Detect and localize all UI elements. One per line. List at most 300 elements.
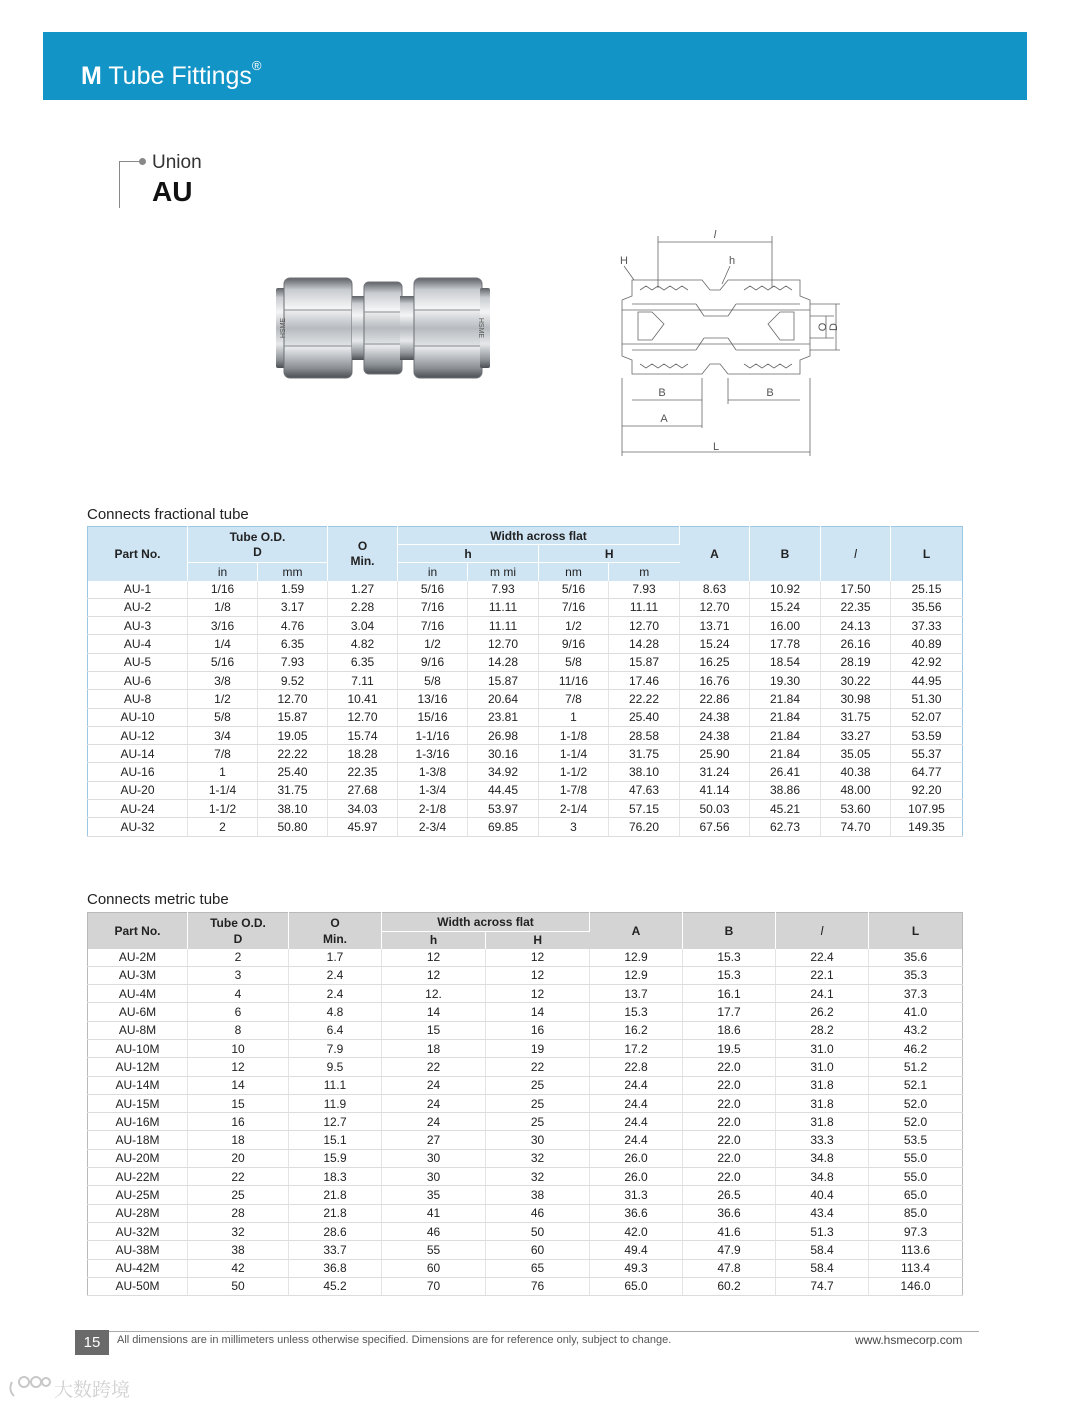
metric-cell: 22.0 [683,1094,776,1112]
fractional-cell: 22.86 [680,690,750,708]
metric-cell: 55.0 [869,1149,963,1167]
fractional-cell: 21.84 [750,708,821,726]
metric-cell: 6 [188,1003,289,1021]
metric-cell: 43.4 [776,1204,869,1222]
fractional-row [88,708,963,726]
metric-row [88,1259,963,1277]
metric-header-tube-od: Tube O.D. D [188,913,289,949]
fractional-cell: 1 [539,708,609,726]
fractional-cell: 1 [188,763,258,781]
fractional-cell: 19.30 [750,671,821,689]
metric-cell: AU-12M [88,1058,188,1076]
metric-cell: 8 [188,1021,289,1039]
fractional-cell: 11.11 [609,598,680,616]
metric-cell: 30 [486,1131,590,1149]
title-text: Tube Fittings [108,62,252,90]
fractional-cell: AU-1 [88,581,188,599]
watermark-text: 大数跨境 [54,1379,131,1401]
fractional-cell: 1-7/8 [539,781,609,799]
fractional-cell: 7/8 [188,745,258,763]
fractional-cell: 37.33 [891,617,963,635]
metric-cell: 18.6 [683,1021,776,1039]
fractional-cell: 7/16 [398,617,468,635]
metric-cell: 24.4 [590,1131,683,1149]
unit-mm: mm [258,563,328,581]
metric-cell: 40.4 [776,1186,869,1204]
metric-cell: 65.0 [590,1277,683,1295]
metric-cell: 50 [486,1222,590,1240]
fractional-cell: 67.56 [680,818,750,836]
fractional-cell: 34.92 [468,763,539,781]
metric-cell: AU-2M [88,949,188,967]
metric-cell: 52.0 [869,1113,963,1131]
metric-table [87,912,963,1296]
section-label: Union [152,152,202,173]
metric-cell: 12 [486,949,590,967]
fractional-cell: 1/4 [188,635,258,653]
fractional-cell: 5/16 [188,653,258,671]
metric-cell: 24.4 [590,1113,683,1131]
fractional-cell: 13.71 [680,617,750,635]
metric-row [88,1113,963,1131]
fractional-cell: 24.13 [821,617,891,635]
fractional-cell: 1/2 [188,690,258,708]
metric-cell: 31.3 [590,1186,683,1204]
metric-cell: 28.2 [776,1021,869,1039]
fractional-cell: 25.40 [609,708,680,726]
fractional-cell: 55.37 [891,745,963,763]
fractional-cell: 1/16 [188,581,258,599]
metric-cell: 4.8 [289,1003,382,1021]
metric-cell: 15 [188,1094,289,1112]
metric-cell: 1.7 [289,949,382,967]
fractional-cell: 26.41 [750,763,821,781]
metric-cell: 26.5 [683,1186,776,1204]
metric-cell: 46 [486,1204,590,1222]
metric-cell: 19.5 [683,1039,776,1057]
metric-row [88,1168,963,1186]
footer-divider [109,1331,979,1332]
fractional-cell: AU-16 [88,763,188,781]
metric-cell: AU-6M [88,1003,188,1021]
metric-row [88,1149,963,1167]
fractional-cell: 45.97 [328,818,398,836]
metric-row [88,1241,963,1259]
metric-cell: 15.3 [683,966,776,984]
fractional-cell: 25.15 [891,581,963,599]
metric-cell: 31.8 [776,1094,869,1112]
fractional-cell: 7/16 [539,598,609,616]
metric-cell: AU-15M [88,1094,188,1112]
metric-cell: AU-22M [88,1168,188,1186]
fractional-cell: 44.45 [468,781,539,799]
metric-cell: 53.5 [869,1131,963,1149]
fractional-cell: 41.14 [680,781,750,799]
fractional-cell: 31.75 [821,708,891,726]
metric-cell: 22.0 [683,1149,776,1167]
metric-cell: 65 [486,1259,590,1277]
fractional-cell: 7.93 [609,581,680,599]
header-width-across-flat: Width across flat [398,527,680,545]
metric-cell: AU-42M [88,1259,188,1277]
metric-cell: 12 [188,1058,289,1076]
fractional-cell: 30.22 [821,671,891,689]
metric-cell: 2.4 [289,985,382,1003]
label-D: D [828,323,840,331]
metric-cell: 46 [382,1222,486,1240]
fractional-cell: 27.68 [328,781,398,799]
fractional-row [88,653,963,671]
metric-cell: 22.8 [590,1058,683,1076]
fractional-row [88,745,963,763]
footer-note: All dimensions are in millimeters unless otherwise specified. Dimensions are for reference only, subject to change. [117,1334,672,1346]
fractional-cell: 14.28 [609,635,680,653]
metric-cell: 97.3 [869,1222,963,1240]
fractional-cell: 22.35 [821,598,891,616]
fractional-cell: 7/16 [398,598,468,616]
fractional-cell: 1-1/4 [188,781,258,799]
fractional-cell: 18.28 [328,745,398,763]
footer-url[interactable]: www.hsmecorp.com [855,1333,963,1347]
label-L: L [712,441,720,453]
fractional-cell: 30.98 [821,690,891,708]
fractional-cell: AU-20 [88,781,188,799]
metric-cell: 21.8 [289,1204,382,1222]
fractional-cell: 7/8 [539,690,609,708]
fractional-cell: 10.41 [328,690,398,708]
fractional-cell: 15/16 [398,708,468,726]
metric-cell: 43.2 [869,1021,963,1039]
header-tube-od: Tube O.D. D [188,527,328,563]
metric-cell: 16.1 [683,985,776,1003]
metric-cell: 12 [486,966,590,984]
fractional-cell: 2-1/4 [539,800,609,818]
metric-header-B: B [683,913,776,949]
metric-header-l: l [776,913,869,949]
fractional-cell: 15.24 [680,635,750,653]
fractional-cell: 5/8 [398,671,468,689]
header-banner [43,32,1027,100]
fractional-cell: 34.03 [328,800,398,818]
fractional-cell: 22.22 [609,690,680,708]
metric-cell: 50 [188,1277,289,1295]
metric-cell: 18.3 [289,1168,382,1186]
fractional-cell: 1-3/8 [398,763,468,781]
fractional-cell: AU-32 [88,818,188,836]
metric-cell: 52.0 [869,1094,963,1112]
metric-cell: 47.8 [683,1259,776,1277]
metric-cell: 16 [486,1021,590,1039]
metric-cell: AU-4M [88,985,188,1003]
unit-h-mm: m mi [468,563,539,581]
metric-cell: 46.2 [869,1039,963,1057]
metric-cell: 60.2 [683,1277,776,1295]
fractional-cell: 3.04 [328,617,398,635]
fractional-cell: 23.81 [468,708,539,726]
fractional-cell: 7.93 [258,653,328,671]
fractional-cell: 1-1/16 [398,726,468,744]
metric-cell: 65.0 [869,1186,963,1204]
metric-cell: 34.8 [776,1149,869,1167]
metric-cell: 4 [188,985,289,1003]
fractional-row [88,617,963,635]
watermark-logo [6,1372,146,1402]
fractional-cell: 74.70 [821,818,891,836]
fractional-cell: 1.27 [328,581,398,599]
metric-cell: 12. [382,985,486,1003]
fractional-cell: 26.98 [468,726,539,744]
metric-cell: 12.9 [590,966,683,984]
metric-cell: 24 [382,1076,486,1094]
metric-cell: 22.4 [776,949,869,967]
fractional-cell: 3/4 [188,726,258,744]
fractional-cell: 35.56 [891,598,963,616]
fractional-cell: 38.10 [609,763,680,781]
fractional-cell: 6.35 [258,635,328,653]
label-B-left: B [658,387,666,399]
fractional-cell: 33.27 [821,726,891,744]
metric-cell: 49.4 [590,1241,683,1259]
metric-cell: 28.6 [289,1222,382,1240]
section-dot-icon [139,158,146,165]
label-B-right: B [766,387,774,399]
metric-cell: 31.0 [776,1058,869,1076]
fractional-cell: 11/16 [539,671,609,689]
header-part-no: Part No. [88,527,188,581]
metric-cell: 9.5 [289,1058,382,1076]
fractional-cell: 11.11 [468,617,539,635]
metric-cell: 17.2 [590,1039,683,1057]
fractional-cell: 44.95 [891,671,963,689]
fractional-cell: 48.00 [821,781,891,799]
metric-cell: 19 [486,1039,590,1057]
fractional-cell: 13/16 [398,690,468,708]
metric-row [88,1186,963,1204]
metric-cell: 18 [188,1131,289,1149]
fractional-cell: 6.35 [328,653,398,671]
metric-cell: 12 [382,966,486,984]
metric-cell: 15.9 [289,1149,382,1167]
metric-header-A: A [590,913,683,949]
metric-row [88,1131,963,1149]
header-A: A [680,527,750,581]
metric-cell: 24.1 [776,985,869,1003]
fractional-row [88,690,963,708]
metric-cell: 22 [486,1058,590,1076]
metric-cell: 32 [188,1222,289,1240]
fractional-cell: 12.70 [468,635,539,653]
metric-cell: AU-16M [88,1113,188,1131]
metric-row [88,1204,963,1222]
fractional-cell: 12.70 [328,708,398,726]
metric-cell: 31.8 [776,1113,869,1131]
metric-cell: 24 [382,1113,486,1131]
label-h: h [728,255,736,267]
metric-cell: AU-32M [88,1222,188,1240]
metric-cell: 49.3 [590,1259,683,1277]
fractional-cell: 53.60 [821,800,891,818]
metric-cell: 41.6 [683,1222,776,1240]
fractional-row [88,763,963,781]
metric-cell: 22.0 [683,1113,776,1131]
metric-cell: 15 [382,1021,486,1039]
metric-cell: AU-38M [88,1241,188,1259]
unit-in: in [188,563,258,581]
fractional-cell: AU-14 [88,745,188,763]
metric-cell: 24 [382,1094,486,1112]
metric-cell: 12.7 [289,1113,382,1131]
registered-mark: ® [251,58,262,73]
label-H: H [620,255,628,267]
metric-cell: 38 [188,1241,289,1259]
metric-cell: 12 [486,985,590,1003]
fractional-cell: 1-1/4 [539,745,609,763]
metric-cell: AU-50M [88,1277,188,1295]
fractional-cell: 12.70 [258,690,328,708]
metric-cell: 12 [382,949,486,967]
fractional-cell: 42.92 [891,653,963,671]
section-code: AU [152,176,193,207]
fractional-cell: 5/16 [539,581,609,599]
metric-cell: 37.3 [869,985,963,1003]
metric-cell: 26.2 [776,1003,869,1021]
fractional-cell: 4.82 [328,635,398,653]
fractional-cell: AU-24 [88,800,188,818]
fractional-cell: 15.87 [468,671,539,689]
metric-cell: 60 [486,1241,590,1259]
fractional-cell: 25.40 [258,763,328,781]
fractional-cell: 25.90 [680,745,750,763]
metric-cell: AU-10M [88,1039,188,1057]
label-A: A [660,413,668,425]
metric-cell: AU-20M [88,1149,188,1167]
fractional-cell: 149.35 [891,818,963,836]
fractional-cell: 28.19 [821,653,891,671]
page-number: 15 [75,1330,109,1355]
metric-cell: 22.0 [683,1076,776,1094]
fractional-row [88,635,963,653]
metric-cell: 11.9 [289,1094,382,1112]
fractional-cell: 62.73 [750,818,821,836]
section-bracket [119,161,142,208]
fractional-cell: 24.38 [680,726,750,744]
metric-row [88,1039,963,1057]
fractional-cell: 5/8 [539,653,609,671]
metric-cell: 58.4 [776,1259,869,1277]
fractional-cell: 11.11 [468,598,539,616]
fractional-cell: AU-3 [88,617,188,635]
metric-cell: 35.3 [869,966,963,984]
metric-cell: 15.3 [683,949,776,967]
metric-cell: 146.0 [869,1277,963,1295]
fractional-row [88,800,963,818]
fractional-row [88,671,963,689]
metric-cell: 55.0 [869,1168,963,1186]
metric-cell: AU-8M [88,1021,188,1039]
metric-cell: 16 [188,1113,289,1131]
dimension-drawing [612,228,842,460]
header-l: l [821,527,891,581]
fractional-cell: 2 [188,818,258,836]
metric-cell: 36.6 [590,1204,683,1222]
metric-caption: Connects metric tube [87,891,229,908]
fractional-cell: 76.20 [609,818,680,836]
header-B: B [750,527,821,581]
metric-cell: 36.6 [683,1204,776,1222]
fractional-cell: 7.11 [328,671,398,689]
metric-cell: 47.9 [683,1241,776,1259]
page-title [81,58,262,91]
fractional-cell: 15.87 [609,653,680,671]
metric-header-L: L [869,913,963,949]
metric-header-width-across-flat: Width across flat [382,913,590,932]
metric-cell: 42 [188,1259,289,1277]
metric-row [88,985,963,1003]
fractional-cell: 16.76 [680,671,750,689]
metric-cell: 51.3 [776,1222,869,1240]
metric-cell: 18 [382,1039,486,1057]
fractional-cell: 12.70 [680,598,750,616]
metric-cell: 22.1 [776,966,869,984]
photo-brand-right: HSME [477,317,484,339]
header-h: h [398,545,539,563]
fractional-cell: 24.38 [680,708,750,726]
fractional-cell: 26.16 [821,635,891,653]
metric-cell: 20 [188,1149,289,1167]
fractional-cell: 1-1/2 [539,763,609,781]
metric-cell: 25 [486,1076,590,1094]
metric-cell: 17.7 [683,1003,776,1021]
fractional-cell: 28.58 [609,726,680,744]
fractional-cell: 15.87 [258,708,328,726]
metric-cell: 12.9 [590,949,683,967]
fractional-cell: 31.24 [680,763,750,781]
fractional-cell: 21.84 [750,745,821,763]
metric-cell: 34.8 [776,1168,869,1186]
fractional-cell: 1.59 [258,581,328,599]
header-o-min: O Min. [328,527,398,581]
fractional-cell: 50.03 [680,800,750,818]
metric-cell: 27 [382,1131,486,1149]
fractional-row [88,598,963,616]
fractional-cell: 12.70 [609,617,680,635]
fractional-cell: 21.84 [750,726,821,744]
metric-cell: 14 [382,1003,486,1021]
fractional-cell: 2-1/8 [398,800,468,818]
metric-cell: AU-28M [88,1204,188,1222]
fractional-cell: 3 [539,818,609,836]
metric-header-h: h [382,932,486,949]
fractional-cell: 22.35 [328,763,398,781]
metric-cell: 60 [382,1259,486,1277]
fractional-cell: 15.24 [750,598,821,616]
metric-cell: AU-18M [88,1131,188,1149]
metric-cell: 36.8 [289,1259,382,1277]
metric-row [88,1277,963,1295]
metric-cell: AU-25M [88,1186,188,1204]
fractional-cell: 16.25 [680,653,750,671]
fractional-cell: 40.89 [891,635,963,653]
header-H: H [539,545,680,563]
metric-cell: 32 [486,1168,590,1186]
fractional-cell: 17.50 [821,581,891,599]
metric-cell: 31.8 [776,1076,869,1094]
fractional-cell: 1-3/16 [398,745,468,763]
fractional-cell: 92.20 [891,781,963,799]
metric-cell: 35.6 [869,949,963,967]
metric-cell: 26.0 [590,1168,683,1186]
fractional-cell: 31.75 [609,745,680,763]
